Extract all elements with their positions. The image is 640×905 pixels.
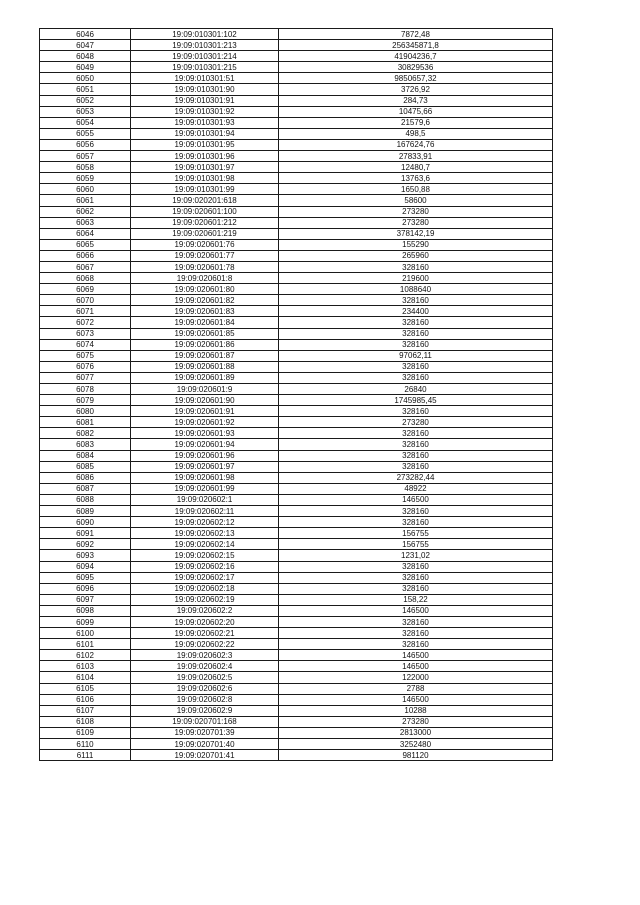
cadastral-number-cell: 19:09:020601:212 (131, 217, 279, 228)
table-row (40, 62, 553, 73)
cadastral-number-cell: 19:09:010301:97 (131, 162, 279, 173)
cadastral-number-cell: 19:09:020601:219 (131, 228, 279, 239)
row-number-cell: 6055 (40, 128, 131, 139)
value-cell: 156755 (279, 539, 553, 550)
cadastral-number-cell: 19:09:020601:92 (131, 417, 279, 428)
cadastral-number-cell: 19:09:020602:2 (131, 605, 279, 616)
table-row (40, 317, 553, 328)
value-cell: 146500 (279, 494, 553, 505)
cadastral-number-cell: 19:09:020601:83 (131, 306, 279, 317)
cadastral-number-cell: 19:09:010301:102 (131, 29, 279, 40)
cadastral-number-cell: 19:09:020601:94 (131, 439, 279, 450)
row-number-cell: 6075 (40, 350, 131, 361)
value-cell: 981120 (279, 750, 553, 761)
row-number-cell: 6070 (40, 295, 131, 306)
value-cell: 328160 (279, 406, 553, 417)
value-cell: 265960 (279, 250, 553, 261)
table-row (40, 616, 553, 627)
table-row (40, 328, 553, 339)
table-row (40, 683, 553, 694)
value-cell: 328160 (279, 328, 553, 339)
cadastral-number-cell: 19:09:010301:51 (131, 73, 279, 84)
table-row (40, 750, 553, 761)
value-cell: 21579,6 (279, 117, 553, 128)
table-row (40, 239, 553, 250)
cadastral-number-cell: 19:09:020602:4 (131, 661, 279, 672)
cadastral-number-cell: 19:09:020602:20 (131, 616, 279, 627)
value-cell: 273280 (279, 206, 553, 217)
value-cell: 158,22 (279, 594, 553, 605)
row-number-cell: 6059 (40, 173, 131, 184)
table-row (40, 151, 553, 162)
cadastral-number-cell: 19:09:020201:618 (131, 195, 279, 206)
row-number-cell: 6067 (40, 261, 131, 272)
value-cell: 328160 (279, 361, 553, 372)
value-cell: 10288 (279, 705, 553, 716)
row-number-cell: 6108 (40, 716, 131, 727)
value-cell: 27833,91 (279, 151, 553, 162)
table-row (40, 306, 553, 317)
cadastral-number-cell: 19:09:020602:9 (131, 705, 279, 716)
row-number-cell: 6079 (40, 395, 131, 406)
table-row (40, 261, 553, 272)
table-row (40, 184, 553, 195)
row-number-cell: 6083 (40, 439, 131, 450)
cadastral-number-cell: 19:09:020601:90 (131, 395, 279, 406)
value-cell: 284,73 (279, 95, 553, 106)
row-number-cell: 6052 (40, 95, 131, 106)
value-cell: 146500 (279, 605, 553, 616)
row-number-cell: 6058 (40, 162, 131, 173)
cadastral-number-cell: 19:09:020602:21 (131, 628, 279, 639)
cadastral-number-cell: 19:09:020601:84 (131, 317, 279, 328)
row-number-cell: 6049 (40, 62, 131, 73)
cadastral-number-cell: 19:09:020601:85 (131, 328, 279, 339)
table-row (40, 295, 553, 306)
cadastral-number-cell: 19:09:020602:15 (131, 550, 279, 561)
table-row (40, 95, 553, 106)
row-number-cell: 6063 (40, 217, 131, 228)
cadastral-number-cell: 19:09:010301:96 (131, 151, 279, 162)
row-number-cell: 6062 (40, 206, 131, 217)
table-row (40, 384, 553, 395)
cadastral-number-cell: 19:09:010301:91 (131, 95, 279, 106)
table-row (40, 672, 553, 683)
row-number-cell: 6091 (40, 528, 131, 539)
value-cell: 146500 (279, 694, 553, 705)
table-row (40, 494, 553, 505)
table-row (40, 117, 553, 128)
table-row (40, 173, 553, 184)
row-number-cell: 6100 (40, 628, 131, 639)
row-number-cell: 6082 (40, 428, 131, 439)
value-cell: 273280 (279, 217, 553, 228)
value-cell: 122000 (279, 672, 553, 683)
value-cell: 7872,48 (279, 29, 553, 40)
row-number-cell: 6099 (40, 616, 131, 627)
row-number-cell: 6056 (40, 139, 131, 150)
row-number-cell: 6110 (40, 739, 131, 750)
table-row (40, 705, 553, 716)
value-cell: 58600 (279, 195, 553, 206)
cadastral-number-cell: 19:09:020601:86 (131, 339, 279, 350)
data-table (39, 28, 553, 761)
table-row (40, 84, 553, 95)
value-cell: 9850657,32 (279, 73, 553, 84)
value-cell: 30829536 (279, 62, 553, 73)
value-cell: 273280 (279, 417, 553, 428)
cadastral-number-cell: 19:09:020601:91 (131, 406, 279, 417)
cadastral-number-cell: 19:09:020602:13 (131, 528, 279, 539)
row-number-cell: 6046 (40, 29, 131, 40)
row-number-cell: 6061 (40, 195, 131, 206)
cadastral-number-cell: 19:09:020602:6 (131, 683, 279, 694)
table-row (40, 661, 553, 672)
row-number-cell: 6102 (40, 650, 131, 661)
row-number-cell: 6094 (40, 561, 131, 572)
cadastral-number-cell: 19:09:020602:19 (131, 594, 279, 605)
value-cell: 146500 (279, 661, 553, 672)
table-row (40, 139, 553, 150)
table-row (40, 417, 553, 428)
row-number-cell: 6106 (40, 694, 131, 705)
cadastral-number-cell: 19:09:010301:99 (131, 184, 279, 195)
table-row (40, 372, 553, 383)
value-cell: 48922 (279, 483, 553, 494)
cadastral-number-cell: 19:09:010301:98 (131, 173, 279, 184)
row-number-cell: 6097 (40, 594, 131, 605)
value-cell: 234400 (279, 306, 553, 317)
cadastral-number-cell: 19:09:020602:18 (131, 583, 279, 594)
row-number-cell: 6098 (40, 605, 131, 616)
table-row (40, 716, 553, 727)
table-row (40, 727, 553, 738)
row-number-cell: 6084 (40, 450, 131, 461)
row-number-cell: 6080 (40, 406, 131, 417)
cadastral-number-cell: 19:09:020701:40 (131, 739, 279, 750)
table-row (40, 40, 553, 51)
value-cell: 328160 (279, 372, 553, 383)
table-row (40, 428, 553, 439)
table-row (40, 250, 553, 261)
value-cell: 12480,7 (279, 162, 553, 173)
cadastral-number-cell: 19:09:010301:90 (131, 84, 279, 95)
row-number-cell: 6087 (40, 483, 131, 494)
value-cell: 155290 (279, 239, 553, 250)
cadastral-number-cell: 19:09:020701:39 (131, 727, 279, 738)
row-number-cell: 6090 (40, 517, 131, 528)
table-row (40, 128, 553, 139)
row-number-cell: 6104 (40, 672, 131, 683)
cadastral-number-cell: 19:09:020601:8 (131, 273, 279, 284)
row-number-cell: 6107 (40, 705, 131, 716)
cadastral-number-cell: 19:09:010301:214 (131, 51, 279, 62)
table-row (40, 195, 553, 206)
row-number-cell: 6057 (40, 151, 131, 162)
table-row (40, 73, 553, 84)
cadastral-number-cell: 19:09:020602:3 (131, 650, 279, 661)
row-number-cell: 6054 (40, 117, 131, 128)
row-number-cell: 6078 (40, 384, 131, 395)
table-row (40, 439, 553, 450)
value-cell: 328160 (279, 317, 553, 328)
value-cell: 328160 (279, 583, 553, 594)
row-number-cell: 6086 (40, 472, 131, 483)
table-row (40, 528, 553, 539)
value-cell: 3252480 (279, 739, 553, 750)
row-number-cell: 6074 (40, 339, 131, 350)
row-number-cell: 6066 (40, 250, 131, 261)
cadastral-number-cell: 19:09:020602:17 (131, 572, 279, 583)
table-row (40, 461, 553, 472)
value-cell: 328160 (279, 639, 553, 650)
row-number-cell: 6105 (40, 683, 131, 694)
value-cell: 273280 (279, 716, 553, 727)
table-row (40, 539, 553, 550)
cadastral-number-cell: 19:09:020602:12 (131, 517, 279, 528)
row-number-cell: 6089 (40, 506, 131, 517)
cadastral-number-cell: 19:09:010301:213 (131, 40, 279, 51)
value-cell: 328160 (279, 339, 553, 350)
value-cell: 328160 (279, 450, 553, 461)
value-cell: 328160 (279, 261, 553, 272)
cadastral-number-cell: 19:09:020601:96 (131, 450, 279, 461)
row-number-cell: 6077 (40, 372, 131, 383)
table-row (40, 284, 553, 295)
table-row (40, 650, 553, 661)
value-cell: 26840 (279, 384, 553, 395)
table-row (40, 228, 553, 239)
row-number-cell: 6085 (40, 461, 131, 472)
row-number-cell: 6081 (40, 417, 131, 428)
value-cell: 219600 (279, 273, 553, 284)
table-row (40, 406, 553, 417)
row-number-cell: 6048 (40, 51, 131, 62)
table-row (40, 361, 553, 372)
cadastral-number-cell: 19:09:020601:76 (131, 239, 279, 250)
cadastral-number-cell: 19:09:020601:99 (131, 483, 279, 494)
row-number-cell: 6069 (40, 284, 131, 295)
table-row (40, 628, 553, 639)
cadastral-number-cell: 19:09:020601:89 (131, 372, 279, 383)
row-number-cell: 6051 (40, 84, 131, 95)
cadastral-number-cell: 19:09:020602:22 (131, 639, 279, 650)
value-cell: 97062,11 (279, 350, 553, 361)
value-cell: 328160 (279, 439, 553, 450)
table-row (40, 217, 553, 228)
table-row (40, 694, 553, 705)
table-row (40, 273, 553, 284)
cadastral-number-cell: 19:09:020602:8 (131, 694, 279, 705)
cadastral-number-cell: 19:09:020602:16 (131, 561, 279, 572)
value-cell: 328160 (279, 461, 553, 472)
table-row (40, 517, 553, 528)
row-number-cell: 6076 (40, 361, 131, 372)
row-number-cell: 6103 (40, 661, 131, 672)
cadastral-number-cell: 19:09:020601:88 (131, 361, 279, 372)
cadastral-number-cell: 19:09:020601:77 (131, 250, 279, 261)
cadastral-number-cell: 19:09:010301:215 (131, 62, 279, 73)
value-cell: 1650,88 (279, 184, 553, 195)
row-number-cell: 6047 (40, 40, 131, 51)
table-row (40, 739, 553, 750)
table-row (40, 51, 553, 62)
value-cell: 10475,66 (279, 106, 553, 117)
value-cell: 2813000 (279, 727, 553, 738)
cadastral-number-cell: 19:09:010301:95 (131, 139, 279, 150)
value-cell: 378142,19 (279, 228, 553, 239)
table-row (40, 395, 553, 406)
row-number-cell: 6073 (40, 328, 131, 339)
table-row (40, 450, 553, 461)
value-cell: 328160 (279, 572, 553, 583)
value-cell: 273282,44 (279, 472, 553, 483)
row-number-cell: 6068 (40, 273, 131, 284)
cadastral-number-cell: 19:09:010301:94 (131, 128, 279, 139)
value-cell: 328160 (279, 561, 553, 572)
table-row (40, 483, 553, 494)
value-cell: 146500 (279, 650, 553, 661)
row-number-cell: 6109 (40, 727, 131, 738)
table-row (40, 339, 553, 350)
cadastral-number-cell: 19:09:020601:98 (131, 472, 279, 483)
table-row (40, 639, 553, 650)
table-row (40, 594, 553, 605)
row-number-cell: 6060 (40, 184, 131, 195)
value-cell: 3726,92 (279, 84, 553, 95)
cadastral-number-cell: 19:09:020602:11 (131, 506, 279, 517)
row-number-cell: 6111 (40, 750, 131, 761)
table-row (40, 506, 553, 517)
cadastral-number-cell: 19:09:010301:92 (131, 106, 279, 117)
cadastral-number-cell: 19:09:020601:87 (131, 350, 279, 361)
cadastral-number-cell: 19:09:020601:82 (131, 295, 279, 306)
row-number-cell: 6092 (40, 539, 131, 550)
table-row (40, 605, 553, 616)
table-row (40, 29, 553, 40)
value-cell: 167624,76 (279, 139, 553, 150)
table-row (40, 583, 553, 594)
value-cell: 156755 (279, 528, 553, 539)
cadastral-number-cell: 19:09:020601:80 (131, 284, 279, 295)
value-cell: 498,5 (279, 128, 553, 139)
cadastral-number-cell: 19:09:020602:5 (131, 672, 279, 683)
table-body (40, 29, 553, 761)
cadastral-number-cell: 19:09:010301:93 (131, 117, 279, 128)
value-cell: 328160 (279, 517, 553, 528)
cadastral-number-cell: 19:09:020601:78 (131, 261, 279, 272)
cadastral-number-cell: 19:09:020601:97 (131, 461, 279, 472)
table-row (40, 550, 553, 561)
value-cell: 13763,6 (279, 173, 553, 184)
row-number-cell: 6096 (40, 583, 131, 594)
value-cell: 256345871,8 (279, 40, 553, 51)
value-cell: 1088640 (279, 284, 553, 295)
row-number-cell: 6065 (40, 239, 131, 250)
row-number-cell: 6050 (40, 73, 131, 84)
value-cell: 328160 (279, 616, 553, 627)
row-number-cell: 6053 (40, 106, 131, 117)
value-cell: 1745985,45 (279, 395, 553, 406)
value-cell: 1231,02 (279, 550, 553, 561)
table-row (40, 206, 553, 217)
value-cell: 2788 (279, 683, 553, 694)
cadastral-number-cell: 19:09:020601:100 (131, 206, 279, 217)
table-row (40, 472, 553, 483)
value-cell: 41904236,7 (279, 51, 553, 62)
table-row (40, 106, 553, 117)
cadastral-number-cell: 19:09:020701:41 (131, 750, 279, 761)
row-number-cell: 6101 (40, 639, 131, 650)
value-cell: 328160 (279, 428, 553, 439)
cadastral-number-cell: 19:09:020602:14 (131, 539, 279, 550)
cadastral-number-cell: 19:09:020601:9 (131, 384, 279, 395)
row-number-cell: 6095 (40, 572, 131, 583)
cadastral-number-cell: 19:09:020701:168 (131, 716, 279, 727)
cadastral-number-cell: 19:09:020602:1 (131, 494, 279, 505)
table-row (40, 572, 553, 583)
row-number-cell: 6071 (40, 306, 131, 317)
cadastral-number-cell: 19:09:020601:93 (131, 428, 279, 439)
table-row (40, 162, 553, 173)
value-cell: 328160 (279, 628, 553, 639)
row-number-cell: 6088 (40, 494, 131, 505)
row-number-cell: 6064 (40, 228, 131, 239)
row-number-cell: 6072 (40, 317, 131, 328)
table-row (40, 561, 553, 572)
value-cell: 328160 (279, 295, 553, 306)
table-row (40, 350, 553, 361)
row-number-cell: 6093 (40, 550, 131, 561)
value-cell: 328160 (279, 506, 553, 517)
